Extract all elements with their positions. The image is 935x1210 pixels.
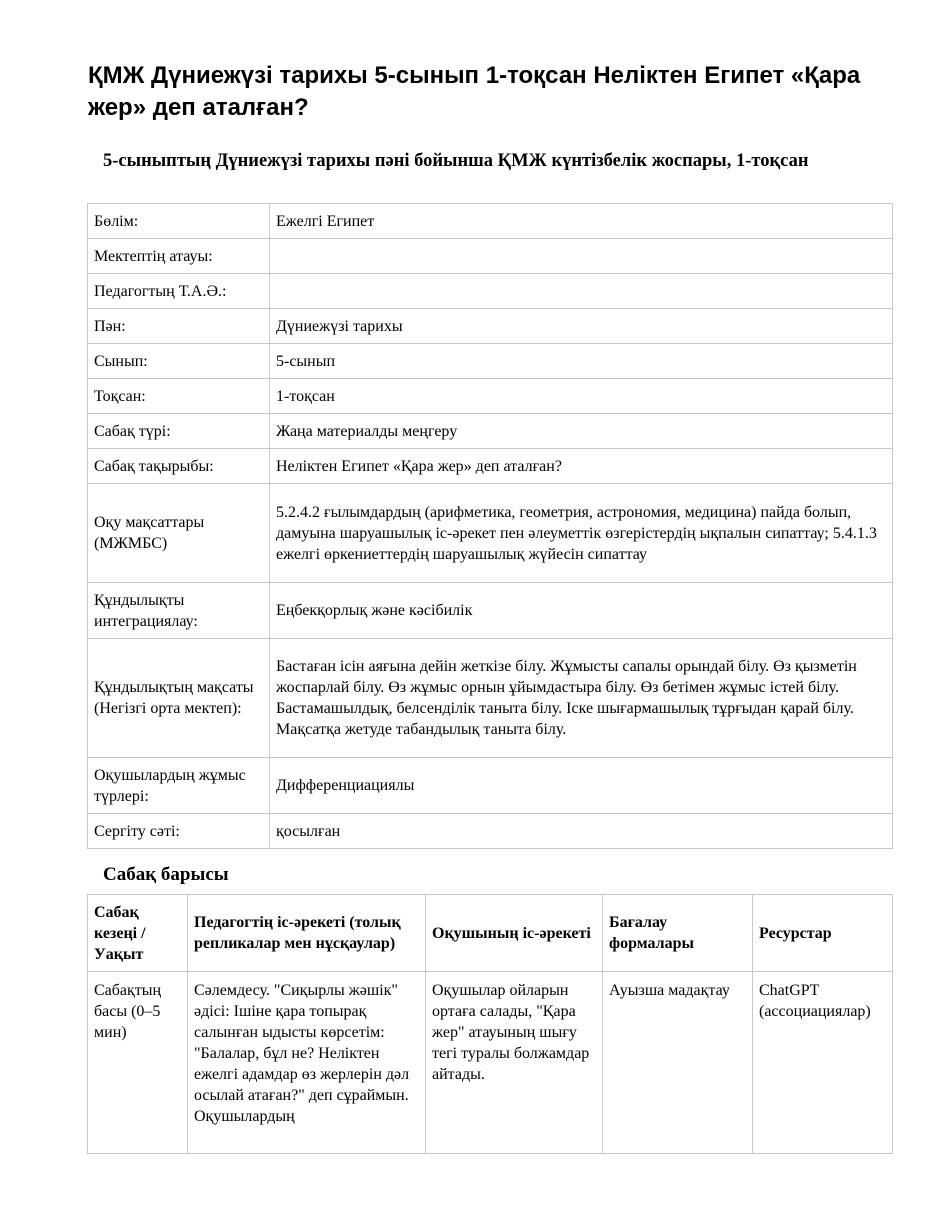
- info-label: Педагогтың Т.А.Ә.:: [88, 274, 270, 309]
- table-row: [88, 972, 893, 1154]
- info-row-work-types: [88, 758, 893, 814]
- info-value: 5-сынып: [270, 344, 893, 379]
- info-row-grade: [88, 344, 893, 379]
- info-value: 5.2.4.2 ғылымдардың (арифметика, геометрия, астрономия, медицина) пайда болып, дамуына шаруашылық іс-әрекет пен әлеуметтік өзгерістердің ықпалын сипаттау; 5.4.1.3 ежелгі өркениеттердің шаруашылық жүйесін сипаттау: [270, 484, 893, 583]
- info-value: Жаңа материалды меңгеру: [270, 414, 893, 449]
- page-title: ҚМЖ Дүниежүзі тарихы 5-сынып 1-тоқсан Неліктен Египет «Қара жер» деп аталған?: [88, 62, 861, 121]
- info-value: [270, 274, 893, 309]
- info-value: Дүниежүзі тарихы: [270, 309, 893, 344]
- info-row-quarter: [88, 379, 893, 414]
- column-header-teacher: Педагогтің іс-әрекеті (толық репликалар мен нұсқаулар): [188, 895, 426, 972]
- teacher-activity-cell: Сәлемдесу. "Сиқырлы жәшік" әдісі: Ішіне қара топырақ салынған ыдысты көрсетім: "Балалар, бұл не? Неліктен ежелгі адамдар өз жерлерін дәл осылай атаған?" деп сұраймын. Оқушылардың: [188, 972, 426, 1154]
- info-value: Ежелгі Египет: [270, 204, 893, 239]
- plan-heading: 5-сыныптың Дүниежүзі тарихы пәні бойынша ҚМЖ күнтізбелік жоспары, 1-тоқсан: [103, 151, 809, 171]
- info-row-lesson-topic: [88, 449, 893, 484]
- info-value: Еңбекқорлық және кәсібилік: [270, 583, 893, 639]
- info-label: Пән:: [88, 309, 270, 344]
- info-value: Бастаған ісін аяғына дейін жеткізе білу. Жұмысты сапалы орындай білу. Өз қызметін жоспарлай білу. Өз жұмыс орнын ұйымдастыра білу. Өз бетімен жұмыс істей білу. Бастамашылдық, белсенділік таныта білу. Іске шығармашылық тұрғыдан қарай білу. Мақсатқа жетуде табандылық таныта білу.: [270, 639, 893, 758]
- info-row-school: [88, 239, 893, 274]
- info-label: Сабақ түрі:: [88, 414, 270, 449]
- assessment-cell: Ауызша мадақтау: [603, 972, 753, 1154]
- info-row-section: [88, 204, 893, 239]
- column-header-student: Оқушының іс-әрекеті: [426, 895, 603, 972]
- column-header-assessment: Бағалау формалары: [603, 895, 753, 972]
- info-label: Сынып:: [88, 344, 270, 379]
- stage-cell: Сабақтың басы (0–5 мин): [88, 972, 188, 1154]
- resources-cell: ChatGPT (ассоциациялар): [753, 972, 893, 1154]
- info-label: Бөлім:: [88, 204, 270, 239]
- column-header-stage: Сабақ кезеңі / Уақыт: [88, 895, 188, 972]
- info-label: Сабақ тақырыбы:: [88, 449, 270, 484]
- table-header-row: [88, 895, 893, 972]
- info-row-lesson-type: [88, 414, 893, 449]
- info-row-value-goal: [88, 639, 893, 758]
- info-label: Сергіту сәті:: [88, 814, 270, 849]
- lesson-flow-table: [87, 894, 893, 1154]
- lesson-info-table: [87, 203, 893, 849]
- section-heading: Сабақ барысы: [103, 864, 229, 885]
- info-label: Құндылықты интеграциялау:: [88, 583, 270, 639]
- info-label: Құндылықтың мақсаты (Негізгі орта мектеп):: [88, 639, 270, 758]
- info-row-subject: [88, 309, 893, 344]
- info-label: Оқушылардың жұмыс түрлері:: [88, 758, 270, 814]
- column-header-resources: Ресурстар: [753, 895, 893, 972]
- info-row-refresh-moment: [88, 814, 893, 849]
- info-value: 1-тоқсан: [270, 379, 893, 414]
- info-value: қосылған: [270, 814, 893, 849]
- info-value: Неліктен Египет «Қара жер» деп аталған?: [270, 449, 893, 484]
- info-row-learning-objectives: [88, 484, 893, 583]
- info-label: Оқу мақсаттары (МЖМБС): [88, 484, 270, 583]
- info-row-value-integration: [88, 583, 893, 639]
- info-value: Дифференциациялы: [270, 758, 893, 814]
- info-row-teacher: [88, 274, 893, 309]
- info-label: Мектептің атауы:: [88, 239, 270, 274]
- student-activity-cell: Оқушылар ойларын ортаға салады, "Қара жер" атауының шығу тегі туралы болжамдар айтады.: [426, 972, 603, 1154]
- info-value: [270, 239, 893, 274]
- info-label: Тоқсан:: [88, 379, 270, 414]
